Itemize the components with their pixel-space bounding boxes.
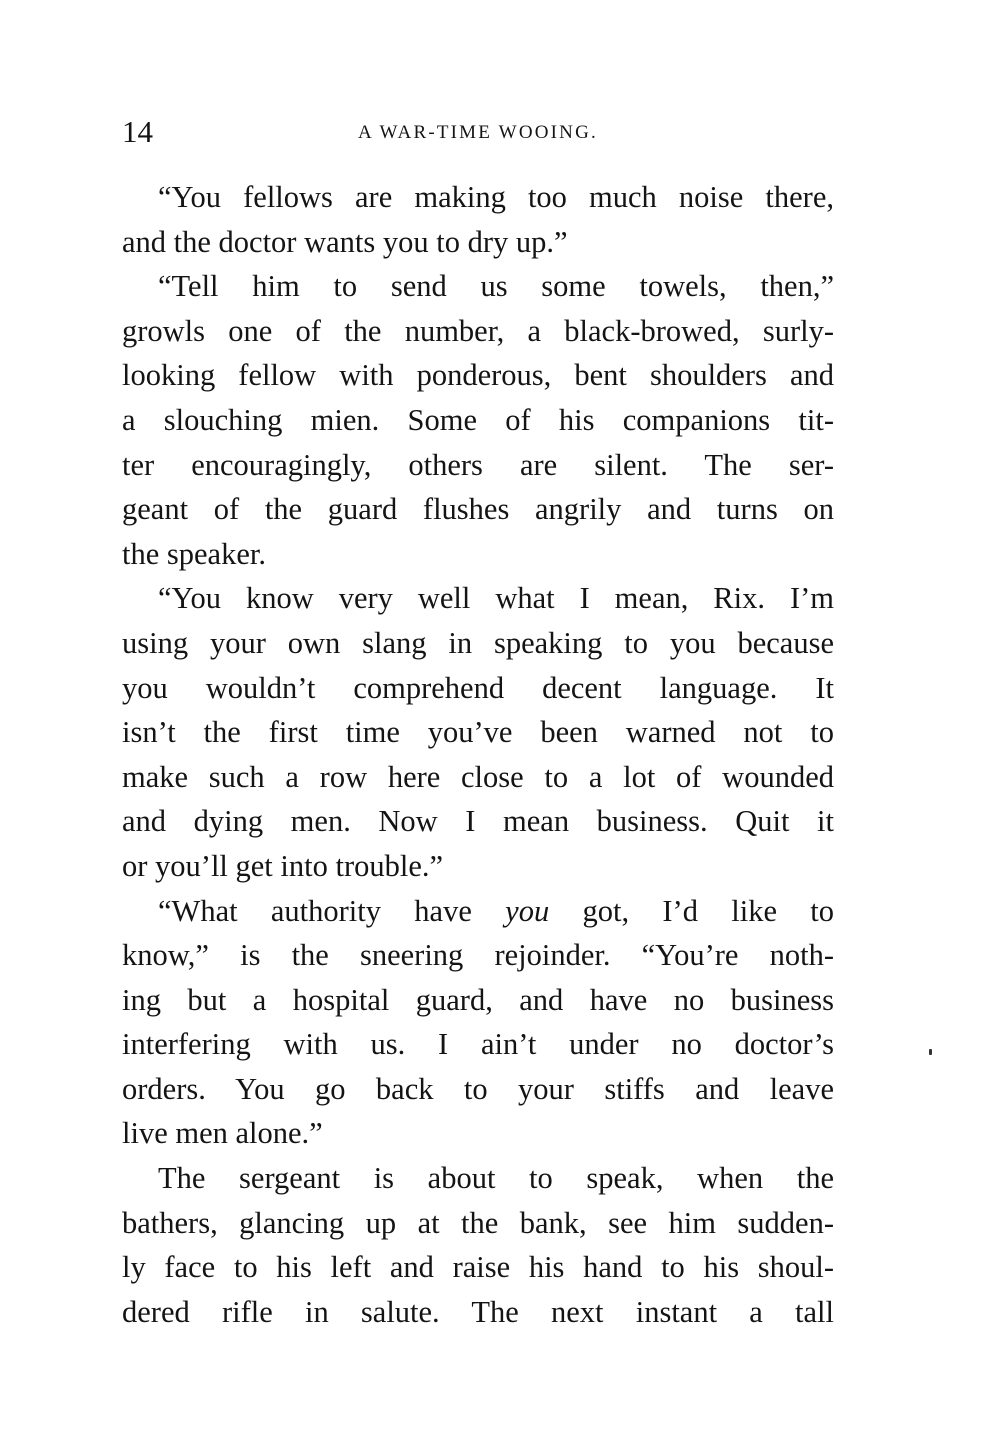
- text-line: interfering with us. I ain’t under no doctor’s: [122, 1027, 834, 1062]
- text-line: orders. You go back to your stiffs and leave: [122, 1071, 834, 1106]
- text-line: ing but a hospital guard, and have no business: [122, 982, 834, 1017]
- text-line: know,” is the sneering rejoinder. “You’re noth-: [122, 938, 834, 973]
- text-line: isn’t the first time you’ve been warned not to: [122, 715, 834, 750]
- text-line: “Tell him to send us some towels, then,”: [158, 269, 834, 304]
- text-line: The sergeant is about to speak, when the: [158, 1161, 834, 1196]
- text-line: bathers, glancing up at the bank, see him sudden-: [122, 1205, 834, 1240]
- text-line: “You fellows are making too much noise there,: [158, 180, 834, 214]
- text-line: using your own slang in speaking to you because: [122, 625, 834, 660]
- text-line: dered rifle in salute. The next instant a tall: [122, 1294, 834, 1329]
- text-line: a slouching mien. Some of his companions tit-: [122, 402, 834, 437]
- italic-word: you: [505, 893, 550, 928]
- text-line: make such a row here close to a lot of wounded: [122, 759, 834, 794]
- text-segment: “What authority have: [158, 893, 506, 928]
- text-line: and the doctor wants you to dry up.”: [122, 224, 568, 259]
- text-line: you wouldn’t comprehend decent language. It: [122, 670, 834, 705]
- text-segment: got, I’d like to: [549, 893, 834, 928]
- text-line: “You know very well what I mean, Rix. I’m: [158, 581, 834, 616]
- running-head: [122, 112, 834, 152]
- text-line: ter encouragingly, others are silent. The ser-: [122, 447, 834, 482]
- text-line: the speaker.: [122, 536, 266, 571]
- text-line: or you’ll get into trouble.”: [122, 848, 444, 883]
- text-line: and dying men. Now I mean business. Quit it: [122, 804, 834, 839]
- text-line: [122, 889, 834, 934]
- text-line: ly face to his left and raise his hand to his shoul-: [122, 1250, 834, 1285]
- text-line: live men alone.”: [122, 1116, 323, 1151]
- body-text: [122, 175, 834, 1334]
- text-line: geant of the guard flushes angrily and turns on: [122, 492, 834, 527]
- text-line: growls one of the number, a black-browed, surly-: [122, 313, 834, 348]
- scan-speck: [929, 1049, 932, 1055]
- text-line: looking fellow with ponderous, bent shoulders and: [122, 358, 834, 393]
- page-number: 14: [122, 114, 153, 149]
- running-title: A WAR-TIME WOOING.: [358, 122, 598, 143]
